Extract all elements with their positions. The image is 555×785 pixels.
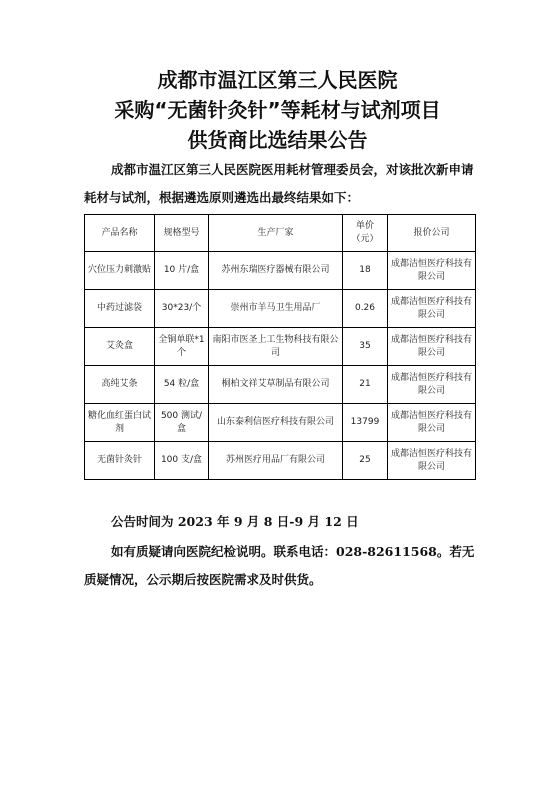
cell-unit-price: 18 <box>343 252 388 290</box>
cell-unit-price: 21 <box>343 366 388 404</box>
title-line-3: 供货商比选结果公告 <box>187 128 368 152</box>
cell-spec: 10 片/盒 <box>155 252 209 290</box>
cell-bidder: 成都洁恒医疗科技有限公司 <box>388 328 476 366</box>
cell-spec: 54 粒/盒 <box>155 366 209 404</box>
cell-bidder: 成都洁恒医疗科技有限公司 <box>388 442 476 480</box>
cell-manufacturer: 桐柏文祥艾草制品有限公司 <box>209 366 343 404</box>
cell-manufacturer: 崇州市羊马卫生用品厂 <box>209 290 343 328</box>
header-product-name: 产品名称 <box>85 215 155 252</box>
cell-unit-price: 25 <box>343 442 388 480</box>
cell-unit-price: 0.26 <box>343 290 388 328</box>
cell-product-name: 无菌针灸针 <box>85 442 155 480</box>
cell-product-name: 中药过滤袋 <box>85 290 155 328</box>
cell-bidder: 成都洁恒医疗科技有限公司 <box>388 404 476 442</box>
header-unit-price: 单价（元） <box>343 215 388 252</box>
table-row <box>85 404 476 442</box>
cell-manufacturer: 南阳市医圣上工生物科技有限公司 <box>209 328 343 366</box>
intro-paragraph: 成都市温江区第三人民医院医用耗材管理委员会，对该批次新申请耗材与试剂，根据遴选原则遴选出最终结果如下： <box>84 162 474 205</box>
table-row <box>85 252 476 290</box>
table-row <box>85 366 476 404</box>
cell-manufacturer: 山东泰利信医疗科技有限公司 <box>209 404 343 442</box>
cell-manufacturer: 苏州医疗用品厂有限公司 <box>209 442 343 480</box>
header-spec: 规格型号 <box>155 215 209 252</box>
cell-unit-price: 35 <box>343 328 388 366</box>
cell-spec: 100 支/盒 <box>155 442 209 480</box>
cell-product-name: 穴位压力刺激贴 <box>85 252 155 290</box>
cell-product-name: 艾灸盒 <box>85 328 155 366</box>
cell-product-name: 糖化血红蛋白试剂 <box>85 404 155 442</box>
table-header-row <box>85 215 476 252</box>
cell-spec: 全铜单联*1个 <box>155 328 209 366</box>
cell-bidder: 成都洁恒医疗科技有限公司 <box>388 366 476 404</box>
cell-unit-price: 13799 <box>343 404 388 442</box>
cell-spec: 500 测试/盒 <box>155 404 209 442</box>
cell-product-name: 高纯艾条 <box>85 366 155 404</box>
cell-bidder: 成都洁恒医疗科技有限公司 <box>388 290 476 328</box>
title-line-1: 成都市温江区第三人民医院 <box>157 68 398 92</box>
header-manufacturer: 生产厂家 <box>209 215 343 252</box>
contact-paragraph: 如有质疑请向医院纪检说明。联系电话：028-82611568。若无质疑情况，公示期后按医院需求及时供货。 <box>84 544 475 587</box>
results-table <box>84 214 476 480</box>
notice-time: 公告时间为 2023 年 9 月 8 日-9 月 12 日 <box>111 514 359 529</box>
cell-spec: 30*23/个 <box>155 290 209 328</box>
table-row <box>85 328 476 366</box>
cell-manufacturer: 苏州东瑞医疗器械有限公司 <box>209 252 343 290</box>
title-line-2: 采购“无菌针灸针”等耗材与试剂项目 <box>114 98 441 122</box>
table-row <box>85 290 476 328</box>
table-row <box>85 442 476 480</box>
header-bidder: 报价公司 <box>388 215 476 252</box>
cell-bidder: 成都洁恒医疗科技有限公司 <box>388 252 476 290</box>
